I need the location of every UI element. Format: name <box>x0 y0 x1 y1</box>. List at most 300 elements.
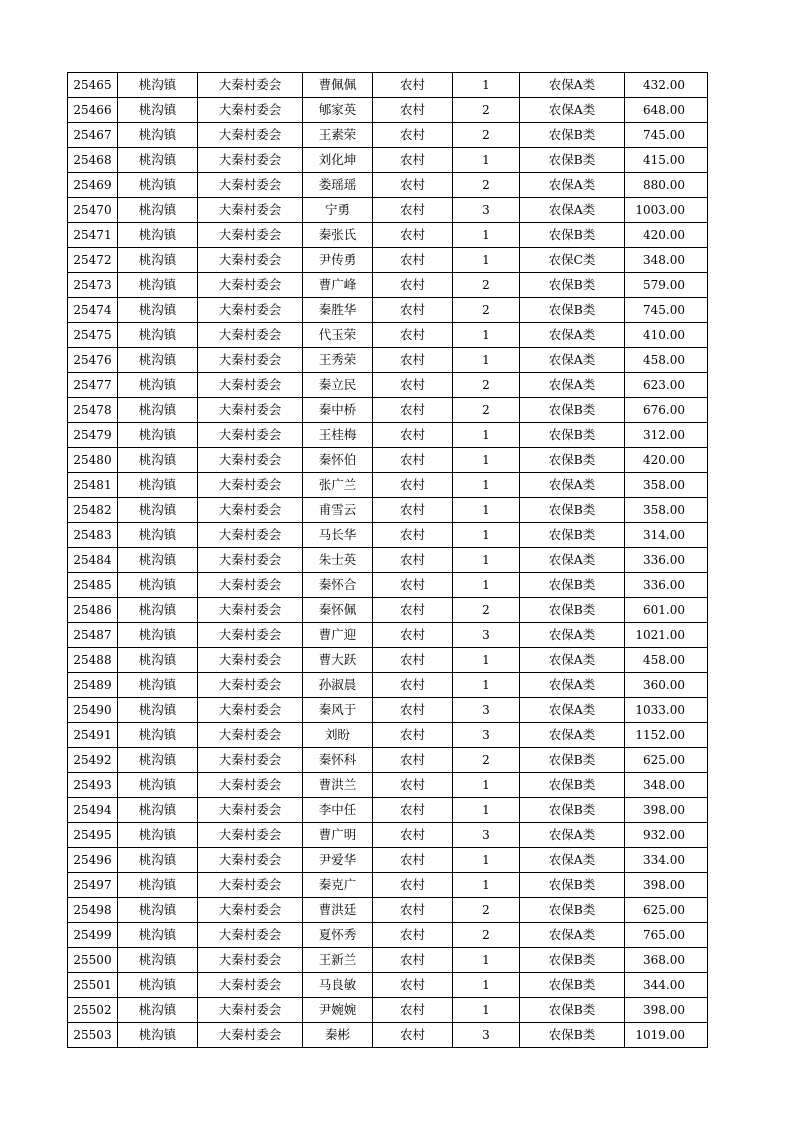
household-type-cell: 农村 <box>373 223 453 248</box>
insurance-category-cell: 农保B类 <box>520 998 625 1023</box>
household-type-cell: 农村 <box>373 798 453 823</box>
insurance-category-cell: 农保B类 <box>520 148 625 173</box>
town-cell: 桃沟镇 <box>118 98 198 123</box>
insurance-category-cell: 农保B类 <box>520 298 625 323</box>
insurance-category-cell: 农保B类 <box>520 273 625 298</box>
insurance-category-cell: 农保A类 <box>520 723 625 748</box>
row-id-cell: 25492 <box>68 748 118 773</box>
table-row <box>68 123 708 148</box>
town-cell: 桃沟镇 <box>118 298 198 323</box>
town-cell: 桃沟镇 <box>118 673 198 698</box>
row-id-cell: 25473 <box>68 273 118 298</box>
person-name-cell: 秦彬 <box>303 1023 373 1048</box>
row-id-cell: 25503 <box>68 1023 118 1048</box>
amount-cell: 458.00 <box>625 348 708 373</box>
table-row <box>68 498 708 523</box>
table-row <box>68 773 708 798</box>
row-id-cell: 25494 <box>68 798 118 823</box>
village-cell: 大秦村委会 <box>198 698 303 723</box>
person-count-cell: 1 <box>453 548 520 573</box>
household-type-cell: 农村 <box>373 423 453 448</box>
amount-cell: 880.00 <box>625 173 708 198</box>
table-row <box>68 598 708 623</box>
insurance-category-cell: 农保A类 <box>520 73 625 98</box>
table-row <box>68 523 708 548</box>
insurance-category-cell: 农保B类 <box>520 448 625 473</box>
row-id-cell: 25471 <box>68 223 118 248</box>
row-id-cell: 25466 <box>68 98 118 123</box>
village-cell: 大秦村委会 <box>198 323 303 348</box>
village-cell: 大秦村委会 <box>198 198 303 223</box>
insurance-category-cell: 农保B类 <box>520 748 625 773</box>
village-cell: 大秦村委会 <box>198 573 303 598</box>
row-id-cell: 25489 <box>68 673 118 698</box>
person-name-cell: 宁勇 <box>303 198 373 223</box>
person-name-cell: 尹传勇 <box>303 248 373 273</box>
row-id-cell: 25490 <box>68 698 118 723</box>
insurance-category-cell: 农保A类 <box>520 848 625 873</box>
person-count-cell: 2 <box>453 598 520 623</box>
village-cell: 大秦村委会 <box>198 273 303 298</box>
row-id-cell: 25499 <box>68 923 118 948</box>
table-row <box>68 973 708 998</box>
household-type-cell: 农村 <box>373 398 453 423</box>
person-name-cell: 马良敏 <box>303 973 373 998</box>
town-cell: 桃沟镇 <box>118 398 198 423</box>
village-cell: 大秦村委会 <box>198 623 303 648</box>
row-id-cell: 25488 <box>68 648 118 673</box>
person-name-cell: 马长华 <box>303 523 373 548</box>
household-type-cell: 农村 <box>373 698 453 723</box>
person-name-cell: 秦怀伯 <box>303 448 373 473</box>
person-name-cell: 尹爱华 <box>303 848 373 873</box>
table-body <box>68 73 708 1048</box>
town-cell: 桃沟镇 <box>118 748 198 773</box>
town-cell: 桃沟镇 <box>118 198 198 223</box>
household-type-cell: 农村 <box>373 848 453 873</box>
village-cell: 大秦村委会 <box>198 398 303 423</box>
insurance-category-cell: 农保A类 <box>520 173 625 198</box>
row-id-cell: 25483 <box>68 523 118 548</box>
table-row <box>68 473 708 498</box>
amount-cell: 432.00 <box>625 73 708 98</box>
person-name-cell: 李中任 <box>303 798 373 823</box>
village-cell: 大秦村委会 <box>198 548 303 573</box>
household-type-cell: 农村 <box>373 1023 453 1048</box>
household-type-cell: 农村 <box>373 573 453 598</box>
person-name-cell: 秦克广 <box>303 873 373 898</box>
amount-cell: 1152.00 <box>625 723 708 748</box>
table-row <box>68 298 708 323</box>
table-row <box>68 548 708 573</box>
row-id-cell: 25467 <box>68 123 118 148</box>
household-type-cell: 农村 <box>373 298 453 323</box>
row-id-cell: 25477 <box>68 373 118 398</box>
amount-cell: 932.00 <box>625 823 708 848</box>
village-cell: 大秦村委会 <box>198 598 303 623</box>
person-count-cell: 1 <box>453 648 520 673</box>
household-type-cell: 农村 <box>373 748 453 773</box>
village-cell: 大秦村委会 <box>198 823 303 848</box>
person-count-cell: 2 <box>453 923 520 948</box>
amount-cell: 344.00 <box>625 973 708 998</box>
village-cell: 大秦村委会 <box>198 723 303 748</box>
town-cell: 桃沟镇 <box>118 948 198 973</box>
town-cell: 桃沟镇 <box>118 548 198 573</box>
village-cell: 大秦村委会 <box>198 348 303 373</box>
insurance-category-cell: 农保B类 <box>520 948 625 973</box>
person-name-cell: 王秀荣 <box>303 348 373 373</box>
village-cell: 大秦村委会 <box>198 773 303 798</box>
amount-cell: 623.00 <box>625 373 708 398</box>
person-count-cell: 3 <box>453 623 520 648</box>
amount-cell: 601.00 <box>625 598 708 623</box>
row-id-cell: 25495 <box>68 823 118 848</box>
person-name-cell: 代玉荣 <box>303 323 373 348</box>
household-type-cell: 农村 <box>373 98 453 123</box>
person-name-cell: 娄瑶瑶 <box>303 173 373 198</box>
town-cell: 桃沟镇 <box>118 598 198 623</box>
insurance-category-cell: 农保A类 <box>520 548 625 573</box>
table-row <box>68 623 708 648</box>
amount-cell: 1003.00 <box>625 198 708 223</box>
amount-cell: 358.00 <box>625 498 708 523</box>
insurance-category-cell: 农保A类 <box>520 473 625 498</box>
village-cell: 大秦村委会 <box>198 173 303 198</box>
table-row <box>68 748 708 773</box>
amount-cell: 1033.00 <box>625 698 708 723</box>
household-type-cell: 农村 <box>373 448 453 473</box>
table-row <box>68 398 708 423</box>
person-count-cell: 1 <box>453 573 520 598</box>
household-type-cell: 农村 <box>373 873 453 898</box>
table-row <box>68 373 708 398</box>
village-cell: 大秦村委会 <box>198 998 303 1023</box>
person-count-cell: 1 <box>453 873 520 898</box>
person-count-cell: 1 <box>453 948 520 973</box>
person-count-cell: 3 <box>453 823 520 848</box>
amount-cell: 765.00 <box>625 923 708 948</box>
table-row <box>68 923 708 948</box>
person-count-cell: 1 <box>453 973 520 998</box>
person-count-cell: 1 <box>453 423 520 448</box>
person-name-cell: 秦怀合 <box>303 573 373 598</box>
town-cell: 桃沟镇 <box>118 523 198 548</box>
village-cell: 大秦村委会 <box>198 123 303 148</box>
person-count-cell: 2 <box>453 123 520 148</box>
person-name-cell: 曹广明 <box>303 823 373 848</box>
insurance-category-cell: 农保B类 <box>520 498 625 523</box>
insurance-category-cell: 农保A类 <box>520 348 625 373</box>
town-cell: 桃沟镇 <box>118 848 198 873</box>
person-count-cell: 2 <box>453 98 520 123</box>
amount-cell: 398.00 <box>625 798 708 823</box>
household-type-cell: 农村 <box>373 373 453 398</box>
household-type-cell: 农村 <box>373 623 453 648</box>
town-cell: 桃沟镇 <box>118 798 198 823</box>
village-cell: 大秦村委会 <box>198 248 303 273</box>
insurance-category-cell: 农保A类 <box>520 98 625 123</box>
table-row <box>68 98 708 123</box>
row-id-cell: 25480 <box>68 448 118 473</box>
town-cell: 桃沟镇 <box>118 998 198 1023</box>
person-count-cell: 2 <box>453 898 520 923</box>
household-type-cell: 农村 <box>373 248 453 273</box>
village-cell: 大秦村委会 <box>198 373 303 398</box>
insurance-category-cell: 农保A类 <box>520 698 625 723</box>
village-cell: 大秦村委会 <box>198 848 303 873</box>
town-cell: 桃沟镇 <box>118 648 198 673</box>
town-cell: 桃沟镇 <box>118 223 198 248</box>
insurance-category-cell: 农保B类 <box>520 398 625 423</box>
person-count-cell: 1 <box>453 848 520 873</box>
person-count-cell: 1 <box>453 248 520 273</box>
household-type-cell: 农村 <box>373 473 453 498</box>
insurance-category-cell: 农保A类 <box>520 198 625 223</box>
insurance-category-cell: 农保A类 <box>520 823 625 848</box>
row-id-cell: 25497 <box>68 873 118 898</box>
insurance-category-cell: 农保A类 <box>520 323 625 348</box>
table-row <box>68 573 708 598</box>
row-id-cell: 25493 <box>68 773 118 798</box>
row-id-cell: 25472 <box>68 248 118 273</box>
insurance-category-cell: 农保A类 <box>520 923 625 948</box>
town-cell: 桃沟镇 <box>118 73 198 98</box>
town-cell: 桃沟镇 <box>118 448 198 473</box>
town-cell: 桃沟镇 <box>118 573 198 598</box>
insurance-category-cell: 农保B类 <box>520 573 625 598</box>
person-name-cell: 曹洪廷 <box>303 898 373 923</box>
table-row <box>68 998 708 1023</box>
amount-cell: 579.00 <box>625 273 708 298</box>
town-cell: 桃沟镇 <box>118 698 198 723</box>
table-row <box>68 673 708 698</box>
row-id-cell: 25476 <box>68 348 118 373</box>
table-row <box>68 273 708 298</box>
insurance-category-cell: 农保B类 <box>520 798 625 823</box>
village-cell: 大秦村委会 <box>198 473 303 498</box>
person-count-cell: 2 <box>453 398 520 423</box>
household-type-cell: 农村 <box>373 498 453 523</box>
table-row <box>68 223 708 248</box>
table-row <box>68 873 708 898</box>
person-count-cell: 1 <box>453 773 520 798</box>
household-type-cell: 农村 <box>373 998 453 1023</box>
person-name-cell: 秦怀佩 <box>303 598 373 623</box>
amount-cell: 398.00 <box>625 873 708 898</box>
person-count-cell: 2 <box>453 373 520 398</box>
amount-cell: 398.00 <box>625 998 708 1023</box>
household-type-cell: 农村 <box>373 973 453 998</box>
person-name-cell: 秦立民 <box>303 373 373 398</box>
household-type-cell: 农村 <box>373 948 453 973</box>
household-type-cell: 农村 <box>373 823 453 848</box>
household-type-cell: 农村 <box>373 123 453 148</box>
amount-cell: 358.00 <box>625 473 708 498</box>
person-name-cell: 夏怀秀 <box>303 923 373 948</box>
person-name-cell: 曹大跃 <box>303 648 373 673</box>
person-count-cell: 1 <box>453 448 520 473</box>
row-id-cell: 25484 <box>68 548 118 573</box>
person-name-cell: 秦中桥 <box>303 398 373 423</box>
person-count-cell: 1 <box>453 348 520 373</box>
person-name-cell: 秦胜华 <box>303 298 373 323</box>
person-count-cell: 2 <box>453 273 520 298</box>
amount-cell: 334.00 <box>625 848 708 873</box>
table-row <box>68 248 708 273</box>
household-type-cell: 农村 <box>373 673 453 698</box>
table-row <box>68 148 708 173</box>
amount-cell: 415.00 <box>625 148 708 173</box>
town-cell: 桃沟镇 <box>118 823 198 848</box>
town-cell: 桃沟镇 <box>118 623 198 648</box>
row-id-cell: 25469 <box>68 173 118 198</box>
insurance-category-cell: 农保B类 <box>520 123 625 148</box>
person-count-cell: 1 <box>453 998 520 1023</box>
row-id-cell: 25502 <box>68 998 118 1023</box>
person-count-cell: 3 <box>453 1023 520 1048</box>
row-id-cell: 25479 <box>68 423 118 448</box>
town-cell: 桃沟镇 <box>118 348 198 373</box>
table-row <box>68 423 708 448</box>
person-count-cell: 1 <box>453 798 520 823</box>
table-row <box>68 948 708 973</box>
village-cell: 大秦村委会 <box>198 223 303 248</box>
insurance-category-cell: 农保B类 <box>520 1023 625 1048</box>
town-cell: 桃沟镇 <box>118 248 198 273</box>
person-name-cell: 张广兰 <box>303 473 373 498</box>
person-count-cell: 2 <box>453 748 520 773</box>
village-cell: 大秦村委会 <box>198 673 303 698</box>
table-row <box>68 698 708 723</box>
row-id-cell: 25500 <box>68 948 118 973</box>
person-count-cell: 1 <box>453 223 520 248</box>
person-count-cell: 1 <box>453 473 520 498</box>
amount-cell: 1019.00 <box>625 1023 708 1048</box>
amount-cell: 348.00 <box>625 248 708 273</box>
insurance-category-cell: 农保A类 <box>520 673 625 698</box>
town-cell: 桃沟镇 <box>118 123 198 148</box>
person-count-cell: 3 <box>453 198 520 223</box>
row-id-cell: 25465 <box>68 73 118 98</box>
person-name-cell: 王桂梅 <box>303 423 373 448</box>
household-type-cell: 农村 <box>373 523 453 548</box>
person-name-cell: 曹广峰 <box>303 273 373 298</box>
person-name-cell: 曹佩佩 <box>303 73 373 98</box>
person-count-cell: 1 <box>453 673 520 698</box>
person-name-cell: 甫雪云 <box>303 498 373 523</box>
village-cell: 大秦村委会 <box>198 423 303 448</box>
row-id-cell: 25482 <box>68 498 118 523</box>
row-id-cell: 25481 <box>68 473 118 498</box>
insurance-category-cell: 农保B类 <box>520 423 625 448</box>
town-cell: 桃沟镇 <box>118 1023 198 1048</box>
amount-cell: 1021.00 <box>625 623 708 648</box>
person-name-cell: 秦风于 <box>303 698 373 723</box>
table-row <box>68 898 708 923</box>
village-cell: 大秦村委会 <box>198 448 303 473</box>
household-type-cell: 农村 <box>373 898 453 923</box>
row-id-cell: 25470 <box>68 198 118 223</box>
row-id-cell: 25498 <box>68 898 118 923</box>
table-row <box>68 348 708 373</box>
person-name-cell: 朱士英 <box>303 548 373 573</box>
village-cell: 大秦村委会 <box>198 923 303 948</box>
town-cell: 桃沟镇 <box>118 173 198 198</box>
household-type-cell: 农村 <box>373 73 453 98</box>
amount-cell: 625.00 <box>625 898 708 923</box>
table-row <box>68 798 708 823</box>
household-type-cell: 农村 <box>373 923 453 948</box>
town-cell: 桃沟镇 <box>118 148 198 173</box>
table-row <box>68 848 708 873</box>
amount-cell: 348.00 <box>625 773 708 798</box>
amount-cell: 745.00 <box>625 298 708 323</box>
amount-cell: 745.00 <box>625 123 708 148</box>
person-name-cell: 王素荣 <box>303 123 373 148</box>
village-cell: 大秦村委会 <box>198 648 303 673</box>
village-cell: 大秦村委会 <box>198 798 303 823</box>
town-cell: 桃沟镇 <box>118 498 198 523</box>
insurance-category-cell: 农保B类 <box>520 223 625 248</box>
town-cell: 桃沟镇 <box>118 773 198 798</box>
insurance-category-cell: 农保A类 <box>520 648 625 673</box>
person-name-cell: 曹洪兰 <box>303 773 373 798</box>
row-id-cell: 25478 <box>68 398 118 423</box>
person-count-cell: 1 <box>453 323 520 348</box>
person-name-cell: 孙淑晨 <box>303 673 373 698</box>
row-id-cell: 25491 <box>68 723 118 748</box>
village-cell: 大秦村委会 <box>198 1023 303 1048</box>
amount-cell: 336.00 <box>625 548 708 573</box>
person-name-cell: 秦怀科 <box>303 748 373 773</box>
table-row <box>68 73 708 98</box>
village-cell: 大秦村委会 <box>198 748 303 773</box>
person-count-cell: 1 <box>453 498 520 523</box>
town-cell: 桃沟镇 <box>118 723 198 748</box>
village-cell: 大秦村委会 <box>198 98 303 123</box>
household-type-cell: 农村 <box>373 348 453 373</box>
household-type-cell: 农村 <box>373 173 453 198</box>
table-row <box>68 723 708 748</box>
insurance-category-cell: 农保A类 <box>520 623 625 648</box>
village-cell: 大秦村委会 <box>198 898 303 923</box>
amount-cell: 625.00 <box>625 748 708 773</box>
household-type-cell: 农村 <box>373 548 453 573</box>
insurance-category-cell: 农保B类 <box>520 773 625 798</box>
insurance-category-cell: 农保B类 <box>520 873 625 898</box>
person-count-cell: 1 <box>453 148 520 173</box>
amount-cell: 420.00 <box>625 448 708 473</box>
household-type-cell: 农村 <box>373 323 453 348</box>
row-id-cell: 25501 <box>68 973 118 998</box>
town-cell: 桃沟镇 <box>118 923 198 948</box>
row-id-cell: 25486 <box>68 598 118 623</box>
person-count-cell: 2 <box>453 298 520 323</box>
person-name-cell: 尹婉婉 <box>303 998 373 1023</box>
town-cell: 桃沟镇 <box>118 373 198 398</box>
amount-cell: 648.00 <box>625 98 708 123</box>
household-type-cell: 农村 <box>373 148 453 173</box>
table-row <box>68 823 708 848</box>
town-cell: 桃沟镇 <box>118 423 198 448</box>
row-id-cell: 25468 <box>68 148 118 173</box>
town-cell: 桃沟镇 <box>118 473 198 498</box>
person-name-cell: 秦张氏 <box>303 223 373 248</box>
person-name-cell: 曹广迎 <box>303 623 373 648</box>
person-name-cell: 刘盼 <box>303 723 373 748</box>
insurance-category-cell: 农保A类 <box>520 373 625 398</box>
